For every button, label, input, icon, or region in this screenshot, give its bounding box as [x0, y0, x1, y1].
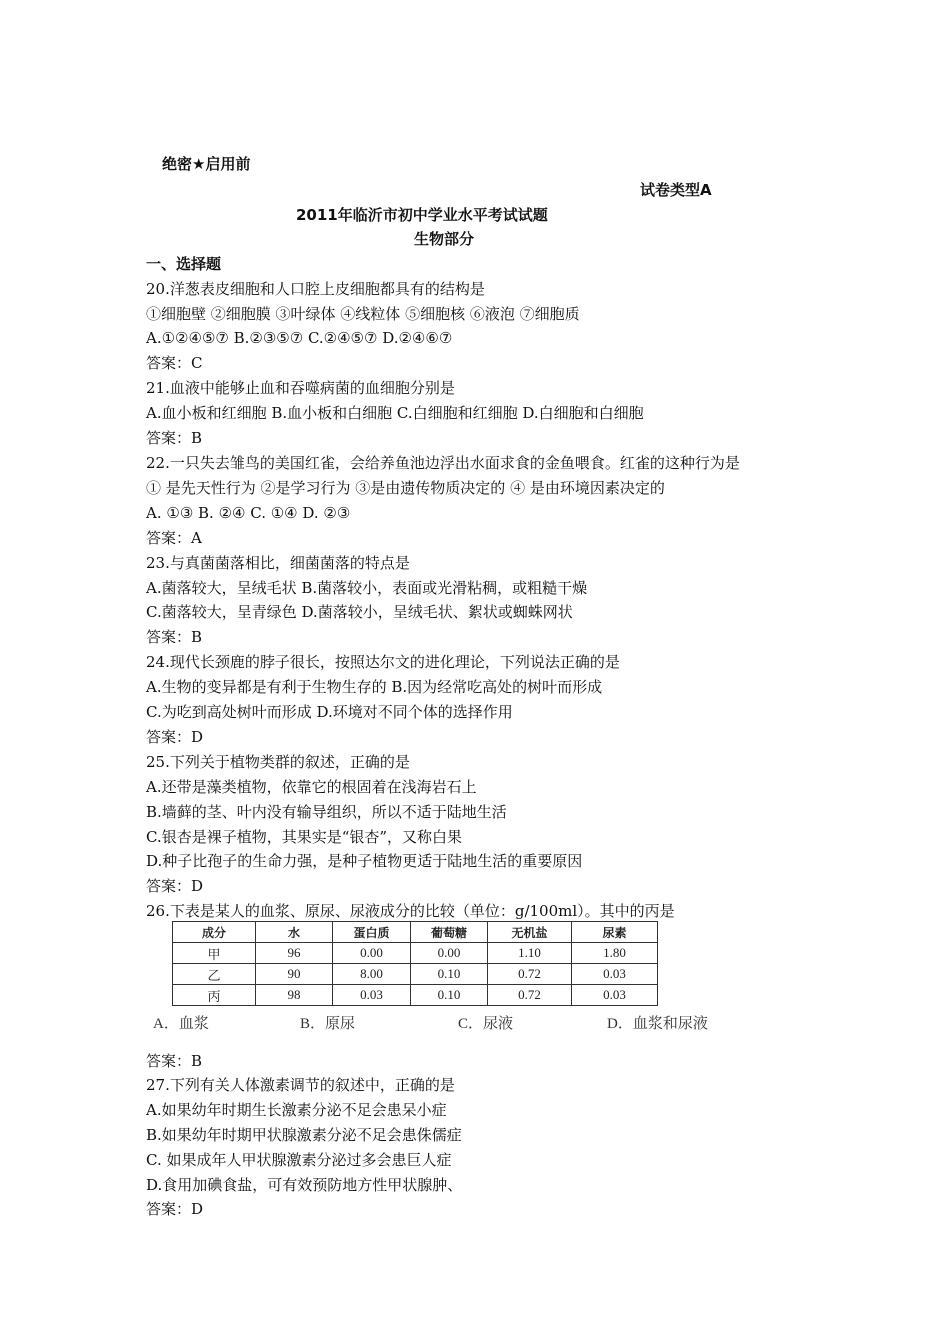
table-row: [173, 943, 658, 964]
q26-header-cell: 蛋白质: [333, 922, 411, 943]
q26-header-cell: 尿素: [572, 922, 658, 943]
table-cell: 0.00: [333, 943, 411, 964]
q22-options: A. ①③ B. ②④ C. ①④ D. ②③: [146, 504, 351, 522]
q27-option-d: D.食用加碘食盐，可有效预防地方性甲状腺肿、: [146, 1176, 463, 1194]
q22-answer: 答案：A: [146, 529, 202, 547]
q20-answer: 答案：C: [146, 354, 203, 372]
q23-options-cd: C.菌落较大，呈青绿色 D.菌落较小，呈绒毛状、絮状或蜘蛛网状: [146, 603, 573, 621]
q26-header-cell: 成分: [173, 922, 256, 943]
table-cell: 96: [256, 943, 333, 964]
q26-option-c: C．尿液: [458, 1016, 514, 1032]
q25-option-b: B.墙藓的茎、叶内没有输导组织，所以不适于陆地生活: [146, 803, 507, 821]
table-cell: 8.00: [333, 964, 411, 985]
table-cell: 0.00: [411, 943, 488, 964]
table-cell: 0.03: [572, 985, 658, 1006]
q21-stem: 21.血液中能够止血和吞噬病菌的血细胞分别是: [146, 379, 455, 397]
q24-options-ab: A.生物的变异都是有利于生物生存的 B.因为经常吃高处的树叶而形成: [146, 678, 603, 696]
q24-stem: 24.现代长颈鹿的脖子很长，按照达尔文的进化理论，下列说法正确的是: [146, 653, 620, 671]
q26-table-header-row: [173, 922, 658, 943]
q26-option-a: A．血浆: [153, 1016, 209, 1032]
q23-options-ab: A.菌落较大，呈绒毛状 B.菌落较小，表面或光滑粘稠，或粗糙干燥: [146, 579, 588, 597]
q20-items: ①细胞壁 ②细胞膜 ③叶绿体 ④线粒体 ⑤细胞核 ⑥液泡 ⑦细胞质: [146, 305, 580, 323]
table-cell: 1.10: [488, 943, 572, 964]
q27-answer: 答案：D: [146, 1200, 204, 1218]
q20-stem: 20.洋葱表皮细胞和人口腔上皮细胞都具有的结构是: [146, 280, 485, 298]
table-cell: 0.03: [333, 985, 411, 1006]
section-title: 一、选择题: [146, 255, 222, 273]
q24-answer: 答案：D: [146, 728, 204, 746]
q26-option-d: D．血浆和尿液: [607, 1016, 708, 1032]
q26-header-cell: 无机盐: [488, 922, 572, 943]
table-cell: 0.72: [488, 964, 572, 985]
exam-subtitle: 生物部分: [414, 230, 475, 248]
q25-answer: 答案：D: [146, 877, 204, 895]
q25-option-c: C.银杏是裸子植物，其果实是“银杏”，又称白果: [146, 828, 463, 846]
q20-options: A.①②④⑤⑦ B.②③⑤⑦ C.②④⑤⑦ D.②④⑥⑦: [146, 329, 453, 347]
q26-header-cell: 葡萄糖: [411, 922, 488, 943]
table-cell: 90: [256, 964, 333, 985]
table-cell: 丙: [173, 985, 256, 1006]
table-cell: 0.72: [488, 985, 572, 1006]
q26-table: [172, 921, 658, 1006]
q26-header-cell: 水: [256, 922, 333, 943]
table-cell: 乙: [173, 964, 256, 985]
q22-items: ① 是先天性行为 ②是学习行为 ③是由遗传物质决定的 ④ 是由环境因素决定的: [146, 479, 665, 497]
table-cell: 0.03: [572, 964, 658, 985]
table-row: [173, 985, 658, 1006]
q21-options: A.血小板和红细胞 B.血小板和白细胞 C.白细胞和红细胞 D.白细胞和白细胞: [146, 404, 644, 422]
table-row: [173, 964, 658, 985]
q27-option-b: B.如果幼年时期甲状腺激素分泌不足会患侏儒症: [146, 1126, 462, 1144]
q26-stem: 26.下表是某人的血浆、原尿、尿液成分的比较（单位：g/100ml）。其中的丙是: [146, 902, 675, 920]
q23-answer: 答案：B: [146, 628, 203, 646]
table-cell: 98: [256, 985, 333, 1006]
q24-options-cd: C.为吃到高处树叶而形成 D.环境对不同个体的选择作用: [146, 703, 513, 721]
q25-option-a: A.还带是藻类植物，依靠它的根固着在浅海岩石上: [146, 778, 477, 796]
q25-stem: 25.下列关于植物类群的叙述，正确的是: [146, 753, 410, 771]
q23-stem: 23.与真菌菌落相比，细菌菌落的特点是: [146, 554, 410, 572]
q25-option-d: D.种子比孢子的生命力强，是种子植物更适于陆地生活的重要原因: [146, 852, 583, 870]
q26-option-b: B．原尿: [300, 1016, 356, 1032]
q27-stem: 27.下列有关人体激素调节的叙述中，正确的是: [146, 1076, 455, 1094]
table-cell: 0.10: [411, 964, 488, 985]
q21-answer: 答案：B: [146, 429, 203, 447]
table-cell: 1.80: [572, 943, 658, 964]
secret-label: 绝密★启用前: [162, 155, 251, 173]
q27-option-a: A.如果幼年时期生长激素分泌不足会患呆小症: [146, 1101, 447, 1119]
table-cell: 甲: [173, 943, 256, 964]
table-cell: 0.10: [411, 985, 488, 1006]
q27-option-c: C. 如果成年人甲状腺激素分泌过多会患巨人症: [146, 1151, 452, 1169]
paper-type: 试卷类型A: [640, 181, 712, 199]
exam-title: 2011年临沂市初中学业水平考试试题: [296, 206, 548, 224]
q22-stem: 22.一只失去雏鸟的美国红雀，会给养鱼池边浮出水面求食的金鱼喂食。红雀的这种行为是: [146, 454, 740, 472]
q26-answer: 答案：B: [146, 1052, 203, 1070]
